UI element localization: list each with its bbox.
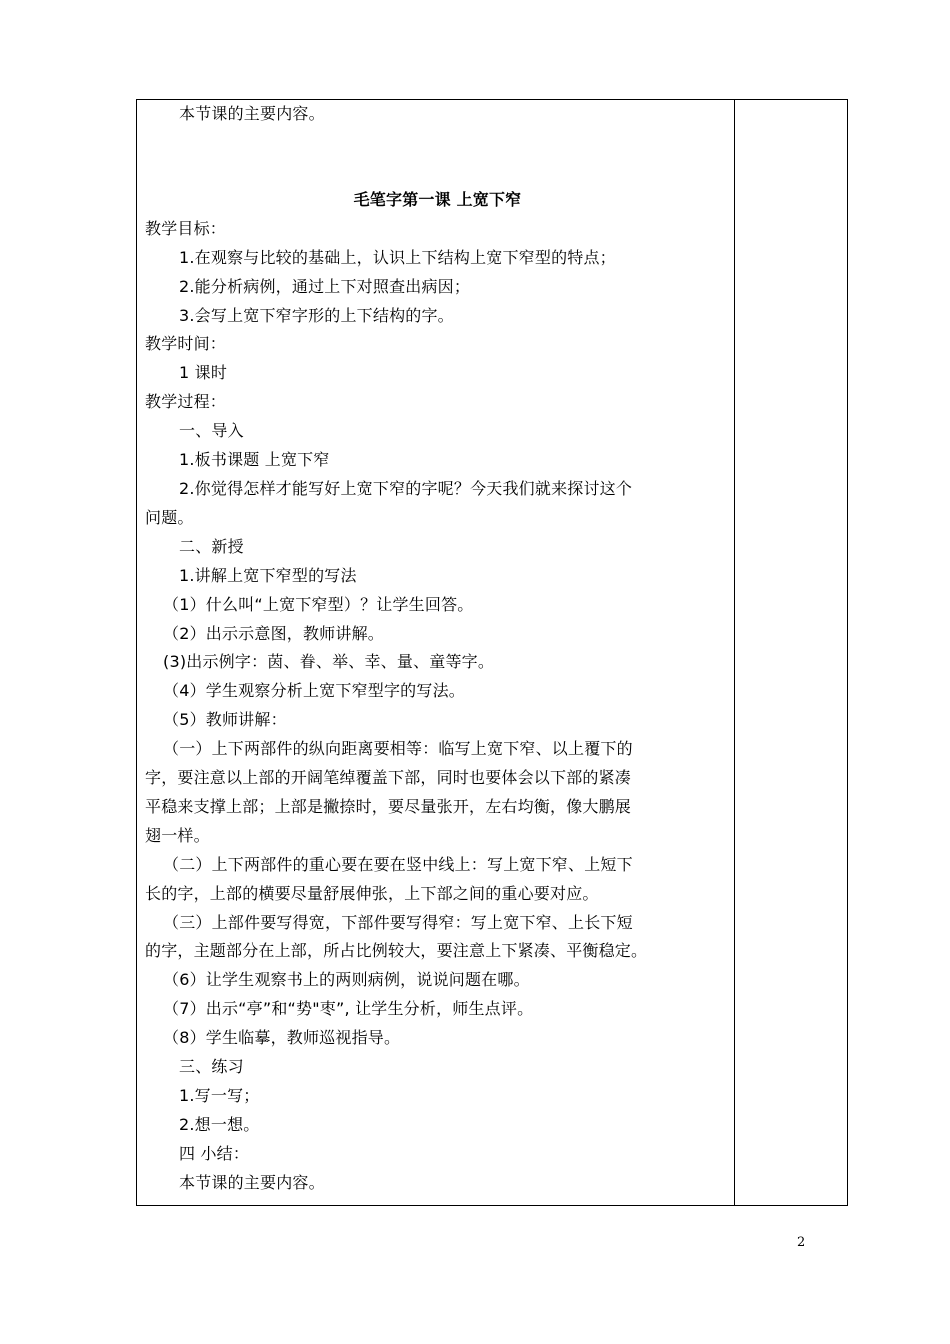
lesson-title: 毛笔字第一课 上宽下窄	[353, 189, 522, 209]
text-line: (3)出示例字：茵、眷、举、幸、量、童等字。	[163, 652, 495, 672]
lesson-content-cell	[145, 100, 730, 1198]
text-line: 1.讲解上宽下窄型的写法	[179, 565, 357, 585]
text-line: （8）学生临摹，教师巡视指导。	[163, 1028, 401, 1048]
text-line: 一、导入	[179, 421, 244, 441]
text-line: （三）上部件要写得宽，下部件要写得窄：写上宽下窄、上长下短	[163, 912, 633, 932]
text-line: （二）上下两部件的重心要在要在竖中线上：写上宽下窄、上短下	[163, 854, 633, 874]
text-line: 本节课的主要内容。	[179, 104, 325, 123]
text-line: 三、练习	[179, 1057, 244, 1077]
column-divider	[734, 100, 735, 1205]
text-line: 2.能分析病例，通过上下对照查出病因；	[179, 276, 471, 296]
text-line: （5）教师讲解：	[163, 710, 287, 730]
section-heading: 教学过程：	[145, 392, 227, 412]
text-line: （6）让学生观察书上的两则病例，说说问题在哪。	[163, 970, 530, 990]
text-line: 2.你觉得怎样才能写好上宽下窄的字呢？今天我们就来探讨这个	[179, 478, 633, 498]
text-line: （1）什么叫“上宽下窄型）？让学生回答。	[163, 594, 474, 614]
text-line: 字，要注意以上部的开阔笔绰覆盖下部，同时也要体会以下部的紧凑	[145, 768, 632, 788]
lesson-plan-table	[136, 99, 848, 1206]
text-line: 1.写一写；	[179, 1086, 260, 1105]
text-line: 3.会写上宽下窄字形的上下结构的字。	[179, 305, 454, 325]
text-line: 1.板书课题 上宽下窄	[179, 450, 330, 470]
text-line: 2.想一想。	[179, 1114, 260, 1134]
text-line: 问题。	[145, 507, 194, 527]
text-line: 长的字，上部的横要尽量舒展伸张，上下部之间的重心要对应。	[145, 883, 599, 903]
text-line: 本节课的主要内容。	[179, 1172, 325, 1192]
text-line: 翅一样。	[145, 825, 210, 845]
page-number: 2	[797, 1235, 806, 1250]
text-line: （7）出示“亭”和“势"枣”, 让学生分析，师生点评。	[163, 999, 534, 1019]
text-line: 二、新授	[179, 536, 244, 556]
text-line: （一）上下两部件的纵向距离要相等：临写上宽下窄、以上覆下的	[163, 739, 633, 759]
text-line: 的字，主题部分在上部，所占比例较大，要注意上下紧凑、平衡稳定。	[145, 941, 648, 961]
text-line: 平稳来支撑上部；上部是撇捺时，要尽量张开，左右均衡，像大鹏展	[145, 796, 632, 816]
text-line: 1 课时	[179, 363, 228, 383]
text-line: 四 小结：	[179, 1143, 250, 1163]
section-heading: 教学目标：	[145, 218, 227, 238]
blank-space	[145, 129, 730, 186]
text-line: （4）学生观察分析上宽下窄型字的写法。	[163, 681, 465, 701]
text-line: 1.在观察与比较的基础上，认识上下结构上宽下窄型的特点；	[179, 247, 616, 267]
section-heading: 教学时间：	[145, 334, 227, 354]
text-line: （2）出示示意图，教师讲解。	[163, 623, 384, 643]
